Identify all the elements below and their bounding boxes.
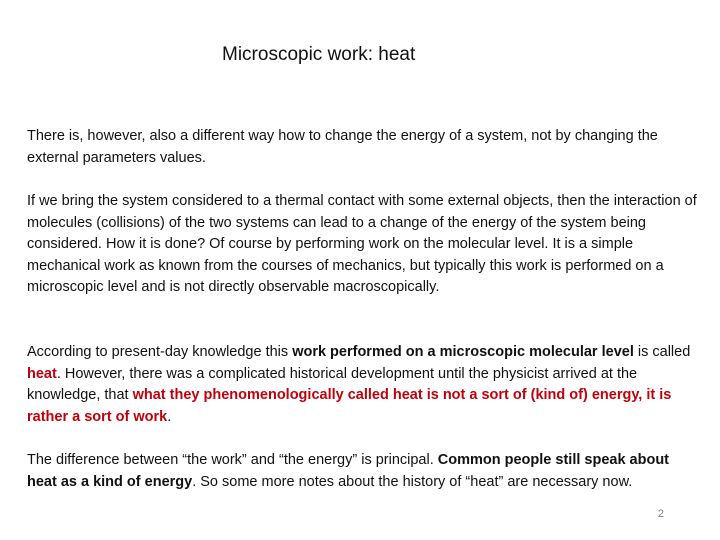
page-number: 2 bbox=[657, 508, 664, 520]
paragraph-2: If we bring the system considered to a thermal contact with some external objects, then the interaction of molecules (collisions) of the two systems can lead to a change of the energy of the system being considered. How it is done? Of course by performing work on the molecular level. It is a simple mechanical work as known from the courses of mechanics, but typically this work is performed on a microscopic level and is not directly observable macroscopically. bbox=[27, 193, 697, 295]
paragraph-3 bbox=[27, 342, 697, 428]
p3-text-2: is called bbox=[633, 344, 691, 360]
p3-text-4: . bbox=[167, 408, 172, 425]
paragraph-1: There is, however, also a different way how to change the energy of a system, not by changing the external parameters values. bbox=[27, 128, 658, 166]
p3-text-1: According to present-day knowledge this bbox=[27, 344, 293, 360]
p3-highlight-heat-is-work: what they phenomenologically called heat is not a sort of (kind of) energy, it is rather a sort of work bbox=[27, 387, 672, 425]
p3-highlight-heat: heat bbox=[27, 365, 57, 382]
slide-title: Microscopic work: heat bbox=[222, 44, 416, 65]
p4-text-1: The difference between “the work” and “the energy” is principal. bbox=[27, 452, 438, 468]
p4-text-2: . So some more notes about the history of “heat” are necessary now. bbox=[192, 473, 633, 490]
p4-bold-common-people: Common people still speak about heat as a kind of energy bbox=[27, 452, 670, 490]
p3-bold-work-microscopic: work performed on a microscopic molecular level bbox=[292, 344, 634, 360]
p3-text-3: . However, there was a complicated historical development until the physicist arrived at the knowledge, that bbox=[27, 365, 638, 403]
paragraph-4 bbox=[27, 450, 697, 493]
